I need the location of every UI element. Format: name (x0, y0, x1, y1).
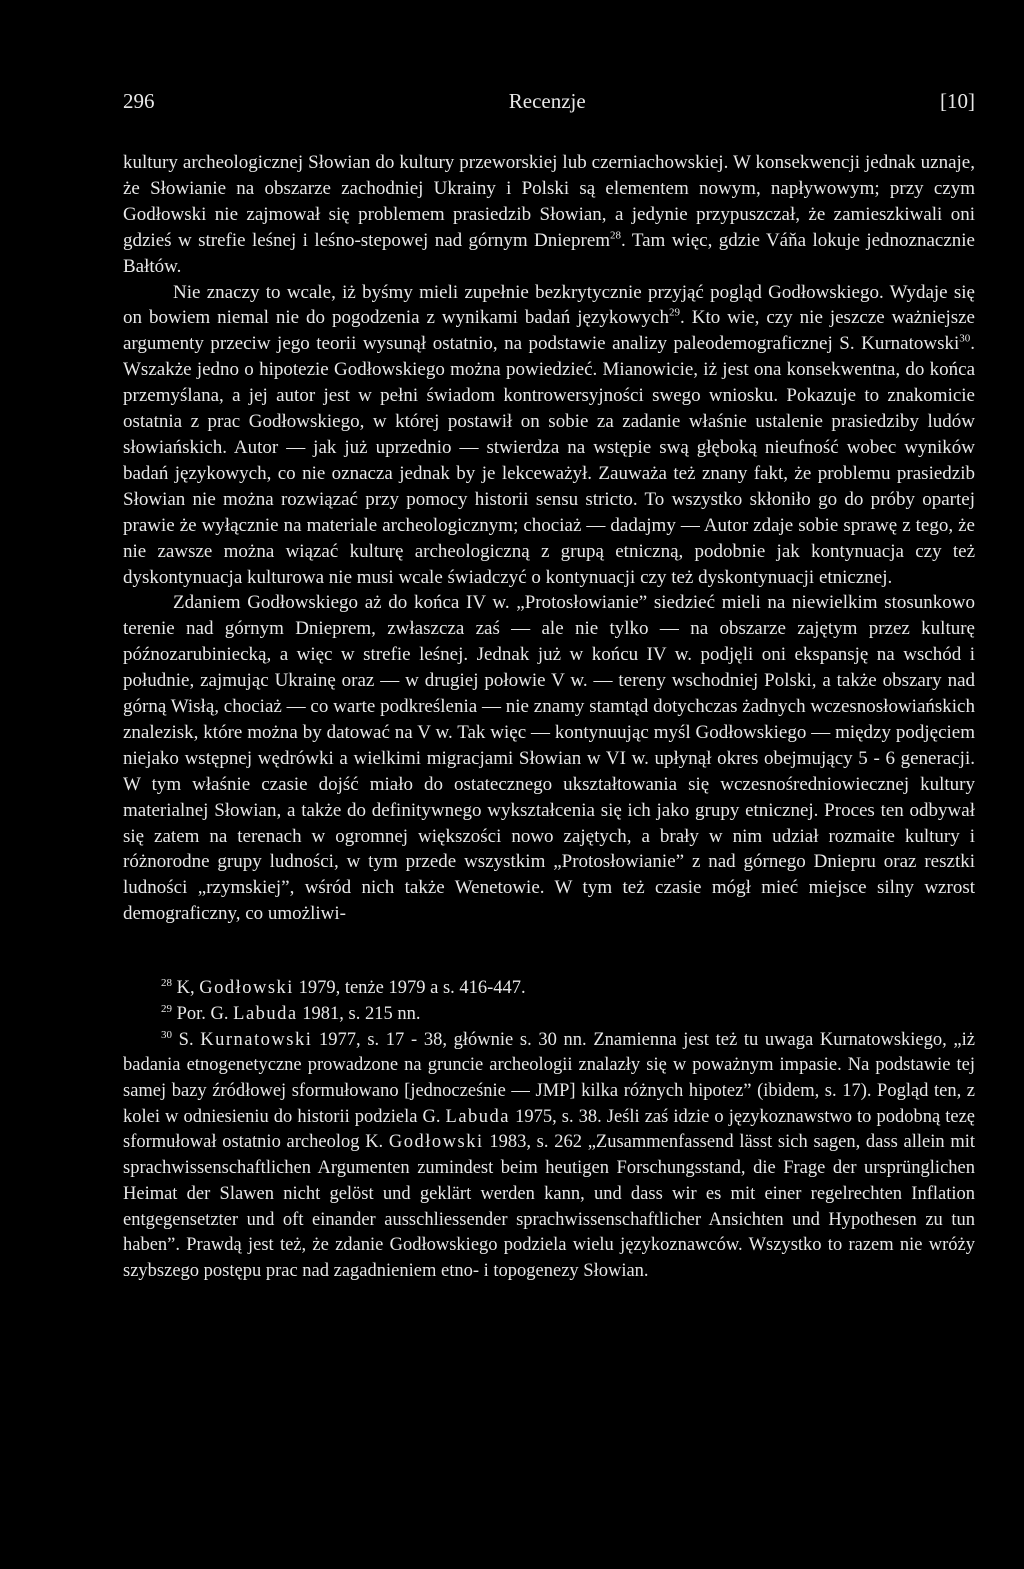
text-run: 1979, tenże 1979 a s. 416-447. (293, 978, 526, 999)
text-run: Nie znaczy to wcale, iż byśmy mieli zupełnie bezkrytycznie przyjąć pogląd Godłowskiego. Wydaje się on bowiem niemal nie do pogodzenia z wynikami badań językowych (123, 281, 975, 329)
author-name: Labuda (445, 1106, 511, 1127)
text-run: . Kto wie, czy nie jeszcze ważniejsze argumenty przeciw jego teorii wysunął ostatnio, na podstawie analizy paleodemograficznej S. Kurnatowski (123, 307, 975, 355)
footnote (123, 976, 975, 1002)
running-title: Recenzje (508, 89, 586, 113)
text-run: Por. G. (172, 1003, 234, 1024)
text-run: kultury archeologicznej Słowian do kultury przeworskiej lub czerniachowskiej. W konsekwencji jednak uznaje, że Słowianie na obszarze zachodniej Ukrainy i Polski są elementem nowym, napływowym; przy czym Godłowski nie zajmował się problemem prasiedzib Słowian, a jedynie przypuszczał, że zamieszkiwali oni gdzieś w strefie leśnej i leśno-stepowej nad górnym Dnieprem (123, 152, 975, 251)
text-run: 1975, s. 38. Jeśli zaś idzie o językoznawstwo to podobną tezę sformułował ostatnio archeolog K. (123, 1106, 975, 1153)
author-name: Godłowski (388, 1132, 484, 1153)
running-header (123, 88, 975, 114)
footnote-ref: 30 (959, 333, 971, 346)
author-name: Kurnatowski (200, 1029, 313, 1050)
text-run: K, (172, 978, 200, 999)
author-name: Labuda (233, 1003, 298, 1024)
page-number: 296 (123, 89, 155, 113)
text-run: 1981, s. 215 nn. (297, 1003, 421, 1024)
footnote-number: 30 (161, 1028, 172, 1041)
paragraph (123, 280, 975, 591)
footnotes (123, 976, 975, 1284)
footnote-number: 29 (161, 1002, 172, 1015)
text-run: Zdaniem Godłowskiego aż do końca IV w. „Protosłowianie” siedzieć mieli na niewielkim stosunkowo terenie nad górnym Dnieprem, zwłaszcza zaś — ale nie tylko — na obszarze zajętym przez kulturę późnozarubiniecką, a więc w strefie leśnej. Jednak już w końcu IV w. podjęli oni ekspansję na wschód i południe, zajmując Ukrainę oraz — w drugiej połowie V w. — tereny wschodniej Polski, a także obszary nad górną Wisłą, chociaż — co warte podkreślenia — nie znamy stamtąd dotychczas żadnych wczesnosłowiańskich znalezisk, które można by datować na V w. Tak więc — kontynuując myśl Godłowskiego — między podjęciem niejako wstępnej wędrówki a wielkimi migracjami Słowian w VI w. upłynął okres obejmujący 5 - 6 generacji. W tym właśnie czasie dojść miało do ostatecznego ukształtowania się wczesnośredniowiecznej kultury materialnej Słowian, a także do definitywnego wykształcenia się ich jako grupy etnicznej. Proces ten odbywał się zatem na terenach w ogromnej większości nowo zajętych, a brały w nim udział rozmaite kultury i różnorodne grupy ludności, w tym przede wszystkim „Protosłowianie” z nad górnego Dniepru oraz resztki ludności „rzymskiej”, wśród nich także Wenetowie. W tym też czasie mógł mieć miejsce silny wzrost demograficzny, co umożliwi- (123, 592, 975, 925)
text-run: S. (172, 1029, 201, 1050)
text-run: 1983, s. 262 „Zusammenfassend lässt sich sagen, dass allein mit sprachwissenschaftlichen Argumenten zumindest beim heutigen Forschungsstand, die Frage der ursprünglichen Heimat der Slawen nicht gelöst und geklärt werden kann, und dass wir es mit einer regelrechten Inflation entgegensetzter und oft einander ausschliessender sprachwissenschaftlicher Ansichten und Hypothesen zu tun haben”. Prawdą jest też, że zdanie Godłowskiego podziela wielu językoznawców. Wszystko to razem nie wróży szybszego postępu prac nad zagadnieniem etno- i topogenezy Słowian. (123, 1132, 975, 1281)
text-run: 1977, s. 17 - 38, głównie s. 30 nn. Znamienna jest też tu uwaga Kurnatowskiego, „iż badania etnogenetyczne prowadzone na gruncie archeologii znalazły się w poważnym impasie. Na podstawie tej samej bazy źródłowej sformułowano [jednocześnie — JMP] kilka różnych hipotez” (ibidem, s. 17). Pogląd ten, z kolei w odniesieniu do historii podziela G. (123, 1029, 975, 1127)
author-name: Godłowski (199, 978, 294, 999)
text-run: . Wszakże jedno o hipotezie Godłowskiego można powiedzieć. Mianowicie, iż jest ona konsekwentna, do końca przemyślana, a jej autor jest w pełni świadom kontrowersyjności swego wniosku. Pokazuje to znakomicie ostatnia z prac Godłowskiego, w której postawił on sobie za zadanie właśnie ustalenie prasiedziby ludów słowiańskich. Autor — jak już uprzednio — stwierdza na wstępie swą głęboką nieufność wobec wyników badań językowych, co nie oznacza jednak by je lekceważył. Zauważa też znany fakt, że problemu prasiedzib Słowian nie można rozwiązać przy pomocy historii sensu stricto. To wszystko skłoniło go do próby opartej prawie że wyłącznie na materiale archeologicznym; chociaż — dadajmy — Autor zdaje sobie sprawę z tego, że nie zawsze można wiązać kulturę archeologiczną z grupą etniczną, podobnie jak kontynuacja czy też dyskontynuacja kulturowa nie musi wcale świadczyć o kontynuacji czy też dyskontynuacji etnicznej. (123, 333, 975, 588)
footnote-ref: 28 (610, 229, 622, 242)
footnote-ref: 29 (669, 307, 680, 320)
footnote (123, 1028, 975, 1285)
paragraph (123, 590, 975, 927)
page (123, 88, 975, 1285)
footnote (123, 1002, 975, 1028)
body-text (123, 150, 975, 927)
paragraph (123, 150, 975, 280)
footnote-number: 28 (161, 977, 172, 990)
text-run: . Tam więc, gdzie Váňa lokuje jednoznacznie Bałtów. (123, 229, 975, 277)
section-number: [10] (939, 89, 975, 113)
